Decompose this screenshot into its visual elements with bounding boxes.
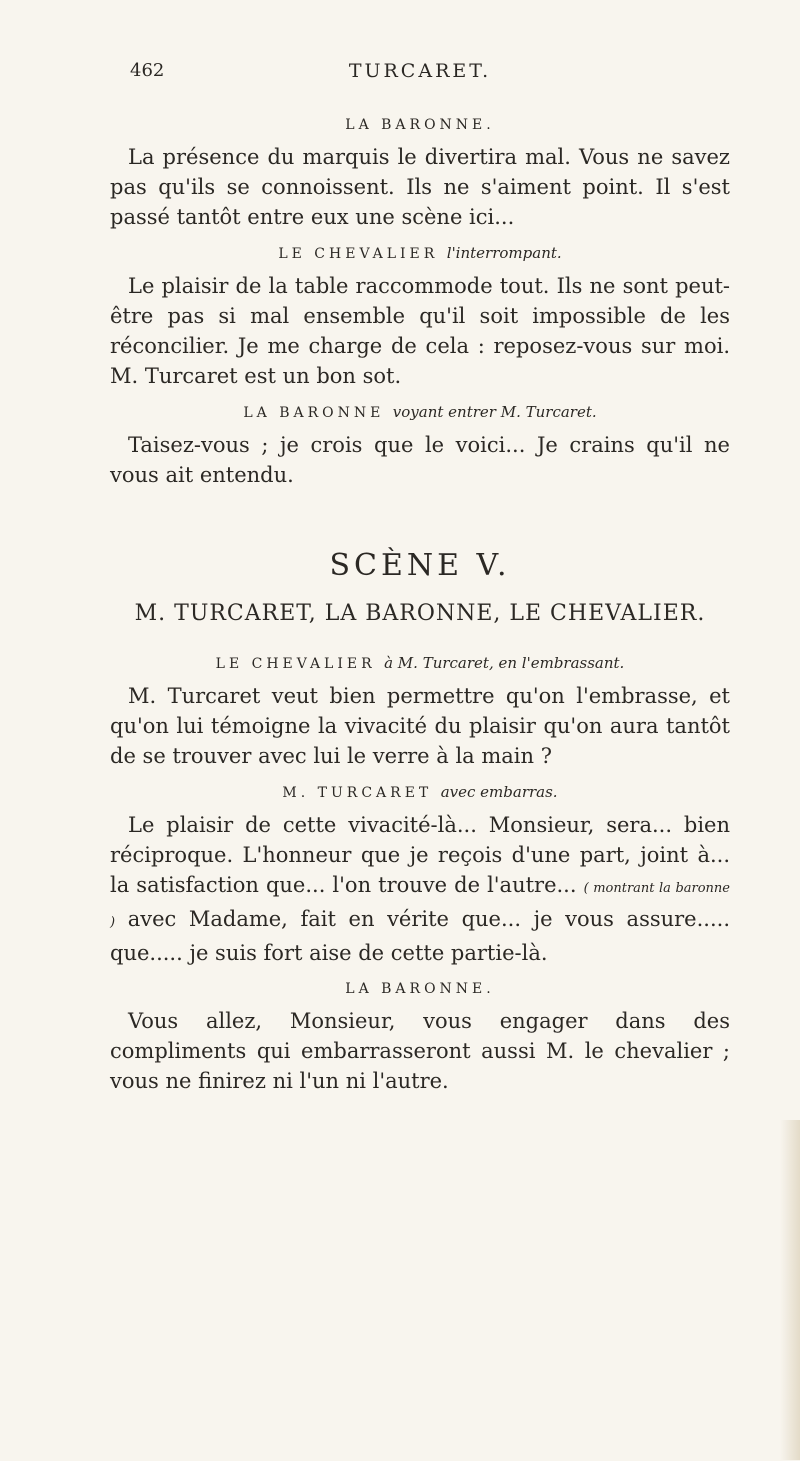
- speaker-name: LA BARONNE.: [345, 981, 495, 997]
- scene-title: SCÈNE V.: [329, 548, 511, 583]
- page-number: 462: [130, 60, 165, 81]
- speaker-label: [110, 781, 730, 804]
- speaker-name: LA BARONNE: [243, 405, 385, 421]
- running-title: TURCARET.: [348, 60, 492, 82]
- stage-direction: à M. Turcaret, en l'embrassant.: [384, 654, 625, 672]
- speaker-label: [110, 242, 730, 265]
- running-head: [100, 60, 740, 90]
- text-block: [110, 110, 730, 1106]
- stage-direction: avec embarras.: [440, 783, 558, 801]
- stage-direction: l'interrompant.: [446, 244, 562, 262]
- speech-text: Le plaisir de cette vivacité-là... Monsieur, sera... bien réciproque. L'honneur que je reçois d'une part, joint à... la satisfaction que... l'on trouve de l'autre...: [110, 813, 730, 897]
- speech-paragraph: Le plaisir de la table raccommode tout. Ils ne sont peut-être pas si mal ensemble qu'il soit impossible de les réconcilier. Je me charge de cela : reposez-vous sur moi. M. Turcaret est un bon sot.: [110, 274, 730, 388]
- page-edge-stain: [780, 1120, 800, 1460]
- scene-characters: M. TURCARET, LA BARONNE, LE CHEVALIER.: [134, 601, 706, 626]
- speech-text: avec Madame, fait en vérite que... je vous assure..... que..... je suis fort aise de cette partie-là.: [110, 907, 730, 965]
- speech-paragraph: M. Turcaret veut bien permettre qu'on l'embrasse, et qu'on lui témoigne la vivacité du plaisir qu'on aura tantôt de se trouver avec lui le verre à la main ?: [110, 684, 730, 768]
- speech-paragraph: Taisez-vous ; je crois que le voici... Je crains qu'il ne vous ait entendu.: [110, 433, 730, 487]
- speaker-name: LE CHEVALIER: [215, 656, 376, 672]
- stage-direction: voyant entrer M. Turcaret.: [392, 403, 597, 421]
- speaker-label: [110, 114, 730, 136]
- speaker-label: [110, 652, 730, 675]
- speech-paragraph: [110, 810, 730, 968]
- speaker-name: LA BARONNE.: [345, 117, 495, 133]
- speaker-name: LE CHEVALIER: [278, 246, 439, 262]
- speaker-label: [110, 978, 730, 1000]
- speech-paragraph: Vous allez, Monsieur, vous engager dans des compliments qui embarrasseront aussi M. le chevalier ; vous ne finirez ni l'un ni l'autre.: [110, 1009, 730, 1093]
- speaker-name: M. TURCARET: [282, 785, 433, 801]
- aside-direction: ( montrant la baronne ): [110, 881, 730, 930]
- speech-paragraph: La présence du marquis le divertira mal. Vous ne savez pas qu'ils se connoissent. Ils ne s'aiment point. Il s'est passé tantôt entre eux une scène ici...: [110, 145, 730, 229]
- speaker-label: [110, 401, 730, 424]
